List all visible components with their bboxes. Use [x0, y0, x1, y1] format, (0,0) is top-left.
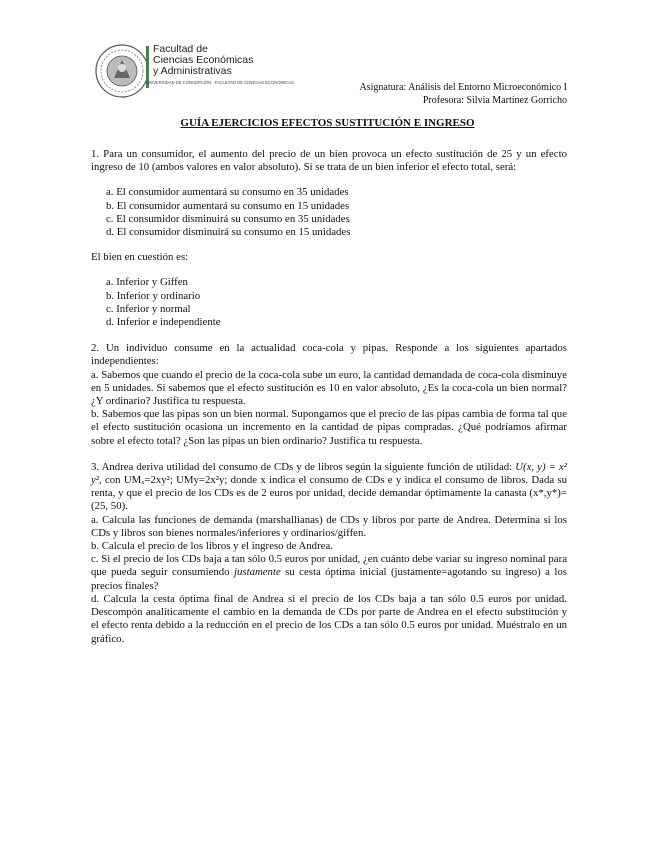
q3-part-b: b. Calcula el precio de los libros y el ingreso de Andrea. [91, 540, 333, 553]
q1-option: a. El consumidor aumentará su consumo en 35 unidades [106, 186, 349, 199]
professor-line: Profesora: Silvia Martínez Gorricho [422, 95, 567, 106]
q1-sub-option: b. Inferior y ordinario [106, 289, 201, 302]
q1-options [91, 186, 567, 239]
q1-option: d. El consumidor disminuirá su consumo en 15 unidades [106, 226, 351, 239]
question-1 [91, 148, 567, 646]
course-info [360, 81, 567, 107]
utility-function: U(x, y) = x² y² [91, 460, 568, 487]
q2-intro: 2. Un individuo consume en la actualidad coca-cola y pipas. Responde a los siguientes apartados independientes: [91, 342, 567, 368]
q3-part-c: c. Si el precio de los CDs baja a tan sólo 0.5 euros por unidad, ¿en cuánto debe variar su ingreso nominal para que pueda seguir consumiendo justamente su cesta óptima inicial (justamente=agotando su ingreso) a los precios finales? [91, 553, 567, 592]
q1-option: c. El consumidor disminuirá su consumo en 35 unidades [106, 212, 350, 225]
faculty-name: Facultad de Ciencias Económicas y Administrativas [153, 43, 254, 77]
q3-part-a: a. Calcula las funciones de demanda (marshallianas) de CDs y libros por parte de Andrea. Determina si los CDs y libros son bienes normales/inferiores y ordinarios/giffen. [91, 513, 567, 539]
q3-part-d: d. Calcula la cesta óptima final de Andrea si el precio de los CDs baja a tan sólo 0.5 euros por unidad. Descompón analíticamente el cambio en la demanda de CDs por parte de Andrea en el efecto substitución y el efecto renta debido a la reducción en el precio de los CDs a tan sólo 0.5 euros por unidad. Muéstralo en un gráfico. [91, 592, 567, 645]
q1-text: 1. Para un consumidor, el aumento del precio de un bien provoca un efecto sustitución de 25 y un efecto ingreso de 10 (ambos valores en valor absoluto). Si se trata de un bien inferior el efecto total, será: [91, 148, 567, 174]
subject-line: Asignatura: Análisis del Entorno Microeconómico I [359, 82, 567, 93]
q2-part-a: a. Sabemos que cuando el precio de la coca-cola sube un euro, la cantidad demandada de coca-cola disminuye en 5 unidades. Si sabemos que el efecto sustitución es 10 en valor absoluto, ¿Es la coca-cola un bien normal? ¿Y ordinario? Justifica tu respuesta. [91, 368, 567, 408]
page-title: GUÍA EJERCICIOS EFECTOS SUSTITUCIÓN E INGRESO [180, 117, 475, 129]
q1-sub-options [91, 276, 567, 329]
q1-sub-option: d. Inferior e independiente [106, 316, 221, 329]
q2-part-b: b. Sabemos que las pipas son un bien normal. Supongamos que el precio de las pipas cambia de forma tal que el efecto sustitución ocasiona un incremento en la cantidad de pipas compradas. ¿Qué podríamos afirmar sobre el efecto total? ¿Son las pipas un bien ordinario? Justifica tu respuesta. [91, 408, 567, 447]
q1-option: b. El consumidor aumentará su consumo en 15 unidades [106, 199, 350, 212]
university-small-text: UNIVERSIDAD DE CONCEPCIÓN · FACULTAD DE CIENCIAS ECONÓMICAS [146, 80, 294, 85]
q3-intro: 3. Andrea deriva utilidad del consumo de CDs y de libros según la siguiente función de utilidad: U(x, y) = x² y², con UMₓ=2xy²; UMy=2x²y; donde x indica el consumo de CDs e y indica el consumo de libros. Dada su renta, y que el precio de los CDs es de 2 euros por unidad, decide demandar óptimamente la canasta (x*,y*)= (25, 50). [91, 460, 568, 513]
q1-sub-option: a. Inferior y Giffen [106, 276, 188, 289]
q1-subtext: El bien en cuestión es: [91, 251, 189, 264]
q1-sub-option: c. Inferior y normal [106, 302, 191, 315]
